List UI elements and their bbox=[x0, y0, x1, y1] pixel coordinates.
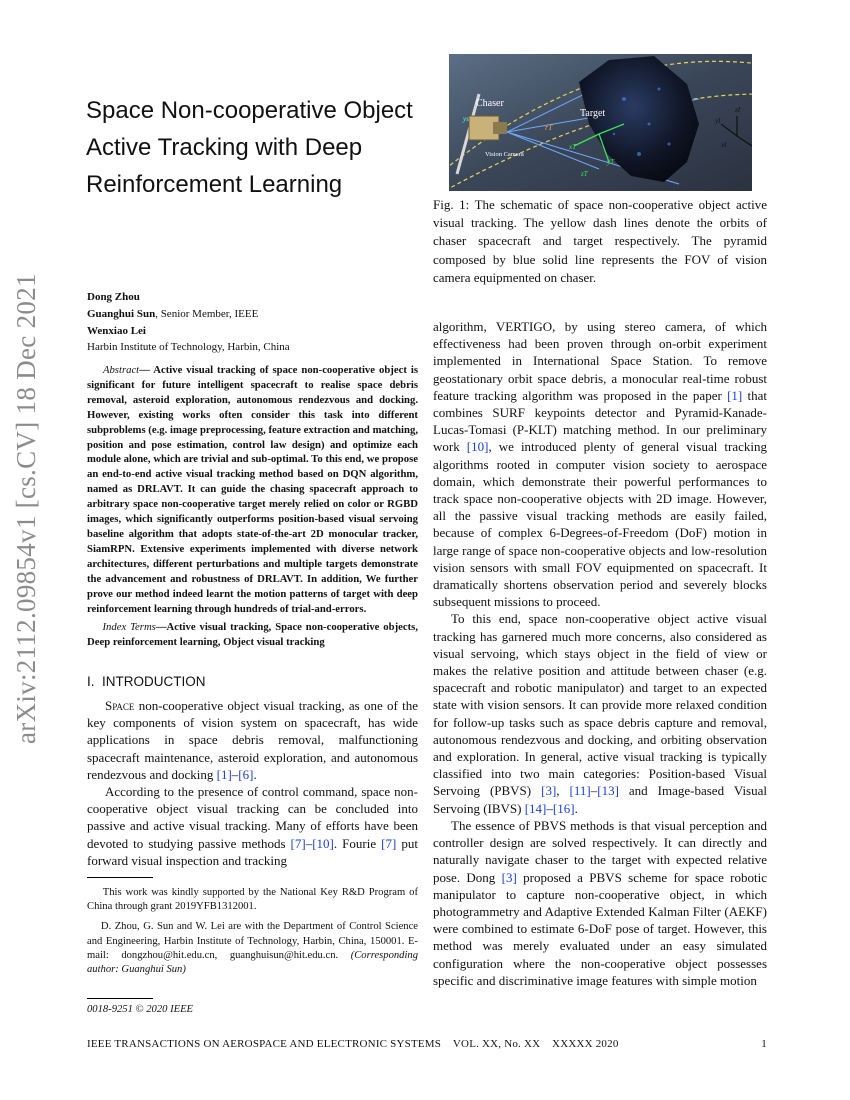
footnote-affiliation-text: D. Zhou, G. Sun and W. Lei are with the Department of Control Science and Engineering, Harbin Institute of Technology, Harbin, China, 150001. E-mail: dongzhou@hit.edu.cn, guanghuisun@hit.edu.cn. bbox=[87, 921, 418, 961]
right-p1-mid: that combines SURF keypoints detector and Pyramid-Kanade-Lucas-Tomasi (P-KLT) matching method. In our preliminary work bbox=[433, 387, 767, 455]
right-p2-mid: and Image-based Visual Servoing (IBVS) bbox=[433, 783, 768, 816]
intro-paragraph-1 bbox=[87, 697, 418, 783]
index-terms-label: Index Terms bbox=[102, 621, 156, 633]
label-zt: zT bbox=[581, 170, 588, 178]
citation-10[interactable]: [10] bbox=[312, 835, 334, 851]
citation-3b[interactable]: [3] bbox=[501, 869, 517, 885]
citation-7[interactable]: [7] bbox=[290, 835, 306, 851]
author-3: Wenxiao Lei bbox=[87, 324, 146, 337]
citation-16[interactable]: [16] bbox=[552, 800, 575, 816]
label-xi: xI bbox=[721, 141, 727, 149]
right-paragraph-2 bbox=[433, 610, 767, 816]
right-p1-end: , we introduced plenty of general visual tracking algorithms rooted in computer vision society to aerospace domain, which demonstrate their powerful performances to track space non-cooperative objects with 2D image. However, all the passive visual tracking methods are easily failed, because of complex 6-Degrees-of-Freedom (DoF) motion in large range of space non-cooperative objects and low-resolution vision sensors with small FOV equipmented on spacecraft. It dramatically shortens observation period and severely blocks subsequent missions to proceed. bbox=[433, 439, 767, 610]
abstract bbox=[87, 363, 418, 616]
citation-1[interactable]: [1] bbox=[216, 766, 232, 782]
label-chaser: Chaser bbox=[476, 98, 504, 109]
right-p1-text: algorithm, VERTIGO, by using stereo camera, of which effectiveness had been proven through on-orbit experiment implemented in International Space Station. To remove geostationary orbit space debris, a monocular real-time robust feature tracking algorithm was proposed in the paper bbox=[433, 319, 767, 403]
footnote-funding bbox=[87, 886, 418, 914]
abstract-label: Abstract bbox=[102, 364, 140, 376]
footnote-affiliation bbox=[87, 920, 418, 977]
figure-1-caption: Fig. 1: The schematic of space non-cooperative object active visual tracking. The yellow dash lines denote the orbits of chaser spacecraft and target respectively. The pyramid composed by blue solid line represents the FOV of vision camera equipmented on chaser. bbox=[433, 197, 767, 285]
footnotes bbox=[87, 886, 418, 983]
citation-11[interactable]: [11] bbox=[569, 783, 591, 799]
label-yi: yI bbox=[715, 117, 721, 125]
intro-p2-end: put forward visual inspection and tracking bbox=[87, 835, 418, 868]
intro-p2-text: According to the presence of control command, space non-cooperative object visual tracking can be concluded into passive and active visual tracking. Many of efforts have been devoted to studying passive methods bbox=[87, 784, 418, 851]
right-p2-text: To this end, space non-cooperative object active visual tracking has garnered much more concerns, also considered as visual servoing, which stays object in the field of view or makes the relative position and attitude between chaser (e.g. spacecraft and robotic manipulator) and target to an expected state with vision sensors. It can provide more relaxed condition for follow-up tasks such as space debris capture and removal, autonomous rendezvous and docking, and orbiting observation and exploration. In general, active visual tracking is typically classified into two main categories: Position-based Visual Servoing (PBVS) bbox=[433, 611, 767, 799]
right-p3-text: The essence of PBVS methods is that visual perception and controller design are solved respectively. It can directly and naturally navigate chaser to the target with expected relative pose. Dong bbox=[433, 817, 767, 885]
intro-left-column bbox=[87, 697, 418, 869]
label-zi: zI bbox=[735, 106, 741, 114]
copyright: 0018-9251 © 2020 IEEE bbox=[87, 1004, 194, 1015]
author-1: Dong Zhou bbox=[87, 291, 140, 303]
paper-title: Space Non-cooperative Object Active Tracking with Deep Reinforcement Learning bbox=[86, 97, 413, 198]
intro-smallcaps: Space bbox=[105, 698, 135, 713]
affiliation: Harbin Institute of Technology, Harbin, China bbox=[87, 341, 290, 354]
figure-1-illustration bbox=[449, 54, 752, 191]
intro-p1-end: . bbox=[253, 766, 257, 782]
journal-volume: VOL. XX, No. XX bbox=[452, 1038, 541, 1050]
citation-6[interactable]: [6] bbox=[238, 766, 254, 782]
footnote-corresponding: (Corresponding author: Guanghui Sun) bbox=[87, 949, 418, 976]
page-number: 1 bbox=[761, 1038, 767, 1050]
arxiv-side-label: arXiv:2112.09854v1 [cs.CV] 18 Dec 2021 bbox=[11, 273, 41, 744]
label-r: rT bbox=[545, 123, 553, 132]
citation-3[interactable]: [3] bbox=[541, 783, 557, 799]
intro-right-column bbox=[433, 318, 767, 989]
intro-dash-2: – bbox=[305, 835, 313, 851]
citation-7b[interactable]: [7] bbox=[381, 835, 397, 851]
figure-1 bbox=[449, 54, 752, 191]
index-terms bbox=[87, 620, 418, 650]
copyright-rule bbox=[87, 998, 153, 999]
citation-14[interactable]: [14] bbox=[524, 800, 547, 816]
running-footer bbox=[87, 1038, 767, 1050]
right-dash-2: – bbox=[546, 800, 553, 816]
right-dash: – bbox=[590, 783, 598, 799]
section-heading bbox=[87, 674, 206, 689]
citation-10b[interactable]: [10] bbox=[466, 439, 489, 455]
right-sep: , bbox=[556, 783, 570, 799]
abstract-dash: — bbox=[139, 364, 154, 376]
label-target: Target bbox=[580, 108, 606, 119]
author-block bbox=[87, 289, 417, 356]
label-ys: ys bbox=[463, 115, 469, 123]
right-p3-end: proposed a PBVS scheme for space robotic manipulator to capture non-cooperative object, in which photogrammetry and Adaptive Extended Kalman Filter (AEKF) were combined to estimate 6-DoF pose of target. However, this method was merely evaluated under an easy simulated configuration where the non-cooperative object possesses specific and discriminative image features with simple motion bbox=[433, 869, 768, 988]
label-yt: yT bbox=[607, 158, 614, 166]
label-xt: xT bbox=[569, 143, 576, 151]
intro-paragraph-2 bbox=[87, 783, 418, 869]
label-vision-camera: Vision Camera bbox=[485, 151, 524, 158]
citation-13[interactable]: [13] bbox=[597, 783, 619, 799]
journal-name: IEEE TRANSACTIONS ON AEROSPACE AND ELECTRONIC SYSTEMS bbox=[87, 1038, 442, 1050]
right-paragraph-1 bbox=[433, 318, 767, 610]
author-2-suffix: , Senior Member, IEEE bbox=[155, 307, 259, 320]
intro-p1-text: non-cooperative object visual tracking, as one of the key components of vision system on spacecraft, has wide applications in space debris removal, malfunctioning spacecraft maintenance, asteroid exploration, and autonomous rendezvous and docking bbox=[87, 698, 418, 782]
section-title: INTRODUCTION bbox=[102, 674, 206, 689]
author-2: Guanghui Sun bbox=[87, 307, 156, 320]
right-paragraph-3 bbox=[433, 817, 767, 989]
index-terms-text: —Active visual tracking, Space non-cooperative objects, Deep reinforcement learning, Object visual tracking bbox=[87, 621, 419, 648]
intro-dash-1: – bbox=[231, 766, 239, 782]
right-p2-end: . bbox=[574, 800, 578, 816]
journal-date: XXXXX 2020 bbox=[552, 1038, 619, 1050]
abstract-text: Active visual tracking of space non-cooperative object is significant for future intelligent spacecraft to realise space debris removal, asteroid exploration, autonomous rendezvous and docking. However, existing works often consider this task into different subproblems (e.g. image preprocessing, feature extraction and matching, position and pose estimation, control law design) and optimize each module alone, which are trivial and sub-optimal. To this end, we propose an end-to-end active visual tracking method based on DQN algorithm, named as DRLAVT. It can guide the chasing spacecraft approach to arbitrary space non-cooperative target merely relied on color or RGBD images, which significantly outperforms position-based visual servoing baseline algorithm that adopts state-of-the-art 2D monocular tracker, SiamRPN. Extensive experiments implemented with diverse network architectures, different perturbations and multiple targets demonstrate the advancement and robustness of DRLAVT. In addition, We further prove our method indeed learnt the motion patterns of target with deep reinforcement learning through hundreds of trial-and-errors. bbox=[87, 364, 418, 615]
footnote-rule bbox=[87, 877, 153, 878]
citation-1b[interactable]: [1] bbox=[727, 387, 743, 403]
section-number: I. bbox=[87, 674, 95, 689]
footnote-funding-text: This work was kindly supported by the National Key R&D Program of China through grant 2019YFB1312001. bbox=[87, 887, 419, 913]
intro-p2-mid: . Fourie bbox=[333, 835, 382, 851]
